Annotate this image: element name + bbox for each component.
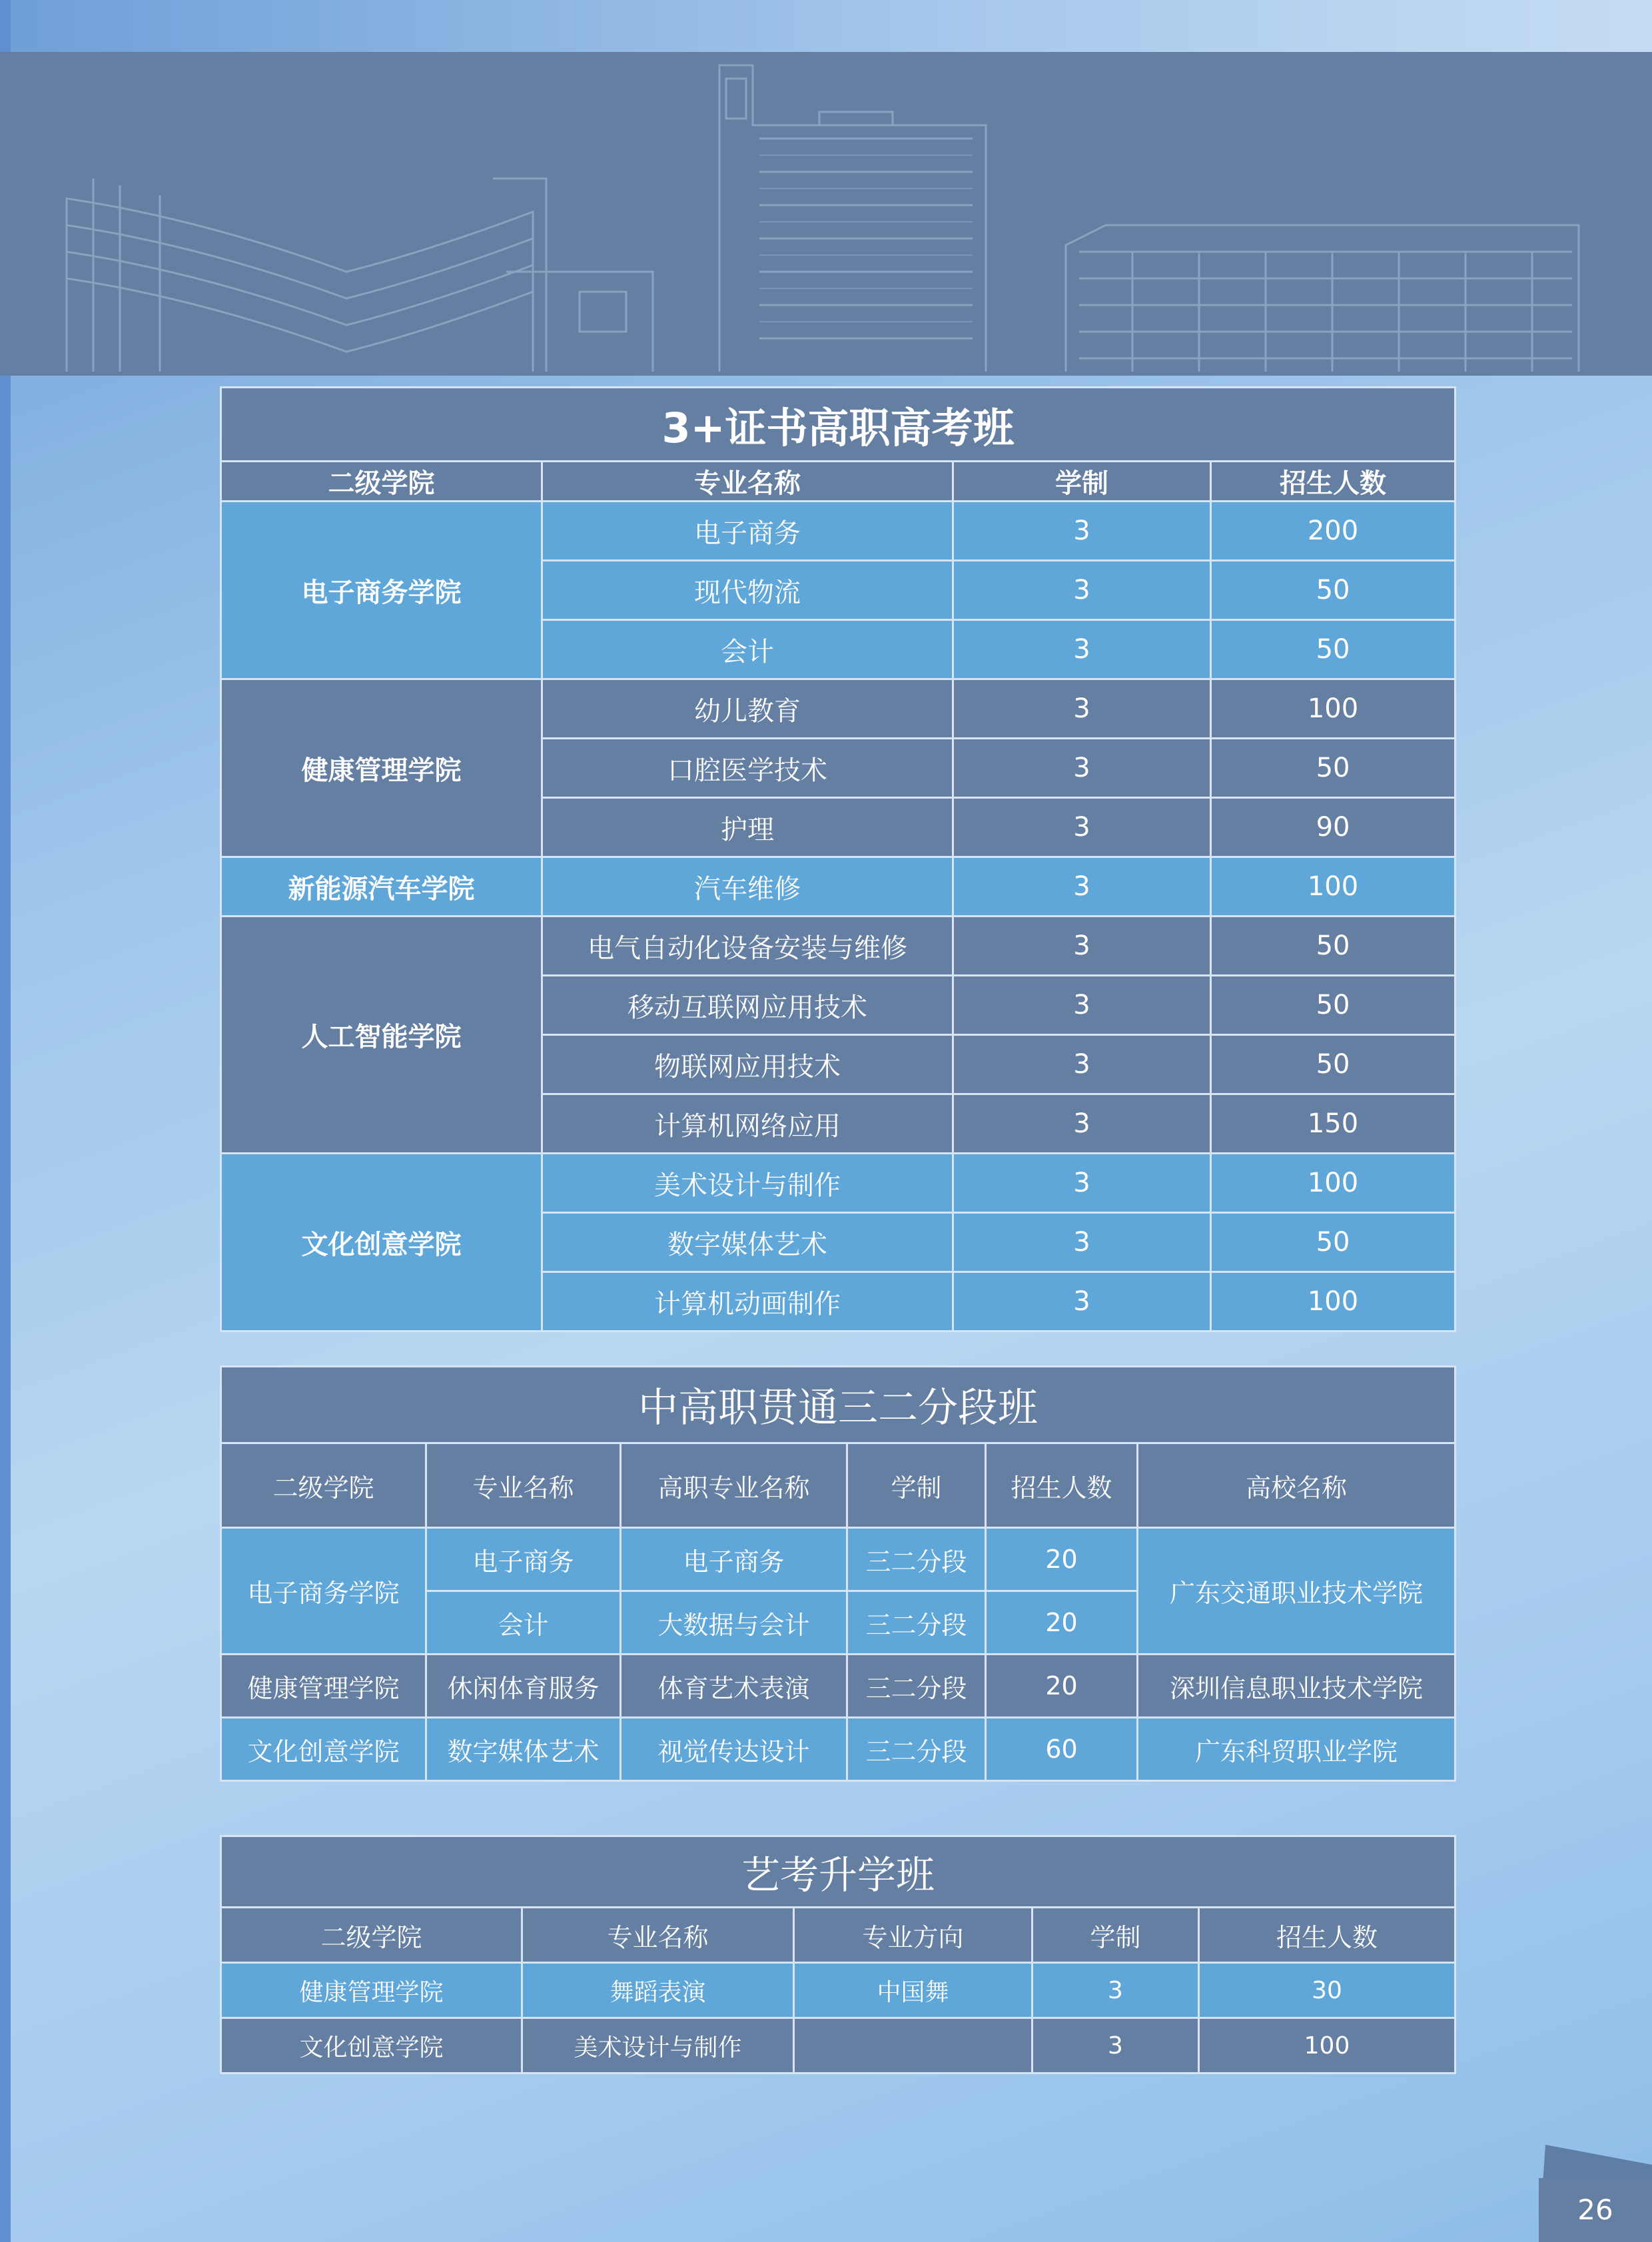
college-cell: 健康管理学院 (221, 679, 542, 857)
table-row (221, 917, 1455, 976)
system-cell: 3 (953, 1213, 1211, 1272)
system-cell: 三二分段 (847, 1655, 986, 1718)
direction-cell (794, 2018, 1032, 2073)
major-cell: 美术设计与制作 (542, 1154, 953, 1213)
college-cell: 文化创意学院 (221, 1154, 542, 1331)
college-cell: 人工智能学院 (221, 917, 542, 1154)
major-cell: 移动互联网应用技术 (542, 976, 953, 1035)
system-cell: 3 (953, 1094, 1211, 1154)
system-cell: 3 (953, 739, 1211, 798)
count-cell: 50 (1211, 620, 1455, 679)
table3-header-direction: 专业方向 (794, 1908, 1032, 1963)
system-cell: 3 (953, 1272, 1211, 1331)
table-three-two-segment-class (220, 1365, 1456, 1782)
major-cell: 现代物流 (542, 561, 953, 620)
major-cell: 幼儿教育 (542, 679, 953, 739)
major-cell: 会计 (426, 1591, 621, 1655)
major-cell: 电子商务 (542, 502, 953, 561)
system-cell: 3 (1032, 2018, 1199, 2073)
major-cell: 汽车维修 (542, 857, 953, 917)
count-cell: 50 (1211, 739, 1455, 798)
header-banner (0, 52, 1652, 376)
count-cell: 50 (1211, 1035, 1455, 1094)
system-cell: 3 (953, 561, 1211, 620)
table3-header-system: 学制 (1032, 1908, 1199, 1963)
count-cell: 100 (1211, 679, 1455, 739)
system-cell: 3 (1032, 1963, 1199, 2018)
school-cell: 深圳信息职业技术学院 (1138, 1655, 1455, 1718)
table2-header-school: 高校名称 (1138, 1443, 1455, 1528)
major-cell: 电子商务 (426, 1528, 621, 1591)
count-cell: 100 (1211, 857, 1455, 917)
count-cell: 20 (986, 1528, 1138, 1591)
table2-header-college: 二级学院 (221, 1443, 426, 1528)
major-cell: 口腔医学技术 (542, 739, 953, 798)
count-cell: 50 (1211, 917, 1455, 976)
hv-major-cell: 大数据与会计 (621, 1591, 847, 1655)
count-cell: 20 (986, 1655, 1138, 1718)
major-cell: 舞蹈表演 (522, 1963, 794, 2018)
system-cell: 3 (953, 798, 1211, 857)
system-cell: 3 (953, 917, 1211, 976)
table3-header-major: 专业名称 (522, 1908, 794, 1963)
table-row (221, 679, 1455, 739)
major-cell: 数字媒体艺术 (542, 1213, 953, 1272)
major-cell: 护理 (542, 798, 953, 857)
table2-header-hv-major: 高职专业名称 (621, 1443, 847, 1528)
table1-header-system: 学制 (953, 462, 1211, 502)
school-cell: 广东交通职业技术学院 (1138, 1528, 1455, 1655)
college-cell: 文化创意学院 (221, 1718, 426, 1781)
table-row (221, 502, 1455, 561)
table1-header-count: 招生人数 (1211, 462, 1455, 502)
table3-header-count: 招生人数 (1199, 1908, 1455, 1963)
major-cell: 美术设计与制作 (522, 2018, 794, 2073)
count-cell: 50 (1211, 1213, 1455, 1272)
hv-major-cell: 视觉传达设计 (621, 1718, 847, 1781)
college-cell: 电子商务学院 (221, 502, 542, 679)
table3-header-college: 二级学院 (221, 1908, 522, 1963)
system-cell: 3 (953, 857, 1211, 917)
system-cell: 3 (953, 1154, 1211, 1213)
system-cell: 3 (953, 502, 1211, 561)
system-cell: 3 (953, 1035, 1211, 1094)
system-cell: 三二分段 (847, 1718, 986, 1781)
system-cell: 3 (953, 679, 1211, 739)
count-cell: 50 (1211, 976, 1455, 1035)
count-cell: 60 (986, 1718, 1138, 1781)
campus-building-illustration (0, 52, 1652, 376)
page-number: 26 (1539, 2178, 1652, 2242)
table1-header-college: 二级学院 (221, 462, 542, 502)
system-cell: 3 (953, 620, 1211, 679)
hv-major-cell: 电子商务 (621, 1528, 847, 1591)
system-cell: 三二分段 (847, 1591, 986, 1655)
college-cell: 文化创意学院 (221, 2018, 522, 2073)
table1-title: 3+证书高职高考班 (221, 388, 1455, 462)
table3-title: 艺考升学班 (221, 1836, 1455, 1908)
major-cell: 电气自动化设备安装与维修 (542, 917, 953, 976)
college-cell: 健康管理学院 (221, 1963, 522, 2018)
system-cell: 3 (953, 976, 1211, 1035)
major-cell: 数字媒体艺术 (426, 1718, 621, 1781)
major-cell: 会计 (542, 620, 953, 679)
count-cell: 150 (1211, 1094, 1455, 1154)
count-cell: 20 (986, 1591, 1138, 1655)
table2-header-system: 学制 (847, 1443, 986, 1528)
top-gradient-strip (0, 0, 1652, 52)
college-cell: 新能源汽车学院 (221, 857, 542, 917)
table-row (221, 1154, 1455, 1213)
table-row (221, 1963, 1455, 2018)
direction-cell: 中国舞 (794, 1963, 1032, 2018)
table-row (221, 1718, 1455, 1781)
count-cell: 100 (1211, 1272, 1455, 1331)
count-cell: 50 (1211, 561, 1455, 620)
table2-header-major: 专业名称 (426, 1443, 621, 1528)
count-cell: 100 (1211, 1154, 1455, 1213)
count-cell: 30 (1199, 1963, 1455, 2018)
table-row (221, 1655, 1455, 1718)
table2-title: 中高职贯通三二分段班 (221, 1367, 1455, 1443)
count-cell: 200 (1211, 502, 1455, 561)
count-cell: 100 (1199, 2018, 1455, 2073)
school-cell: 广东科贸职业学院 (1138, 1718, 1455, 1781)
table-row (221, 857, 1455, 917)
table-art-exam-class (220, 1835, 1456, 2074)
table-3-plus-certificate-class (220, 386, 1456, 1332)
major-cell: 计算机动画制作 (542, 1272, 953, 1331)
table-row (221, 2018, 1455, 2073)
college-cell: 健康管理学院 (221, 1655, 426, 1718)
major-cell: 休闲体育服务 (426, 1655, 621, 1718)
major-cell: 计算机网络应用 (542, 1094, 953, 1154)
table-row (221, 1528, 1455, 1591)
system-cell: 三二分段 (847, 1528, 986, 1591)
college-cell: 电子商务学院 (221, 1528, 426, 1655)
count-cell: 90 (1211, 798, 1455, 857)
table1-header-major: 专业名称 (542, 462, 953, 502)
hv-major-cell: 体育艺术表演 (621, 1655, 847, 1718)
table2-header-count: 招生人数 (986, 1443, 1138, 1528)
major-cell: 物联网应用技术 (542, 1035, 953, 1094)
